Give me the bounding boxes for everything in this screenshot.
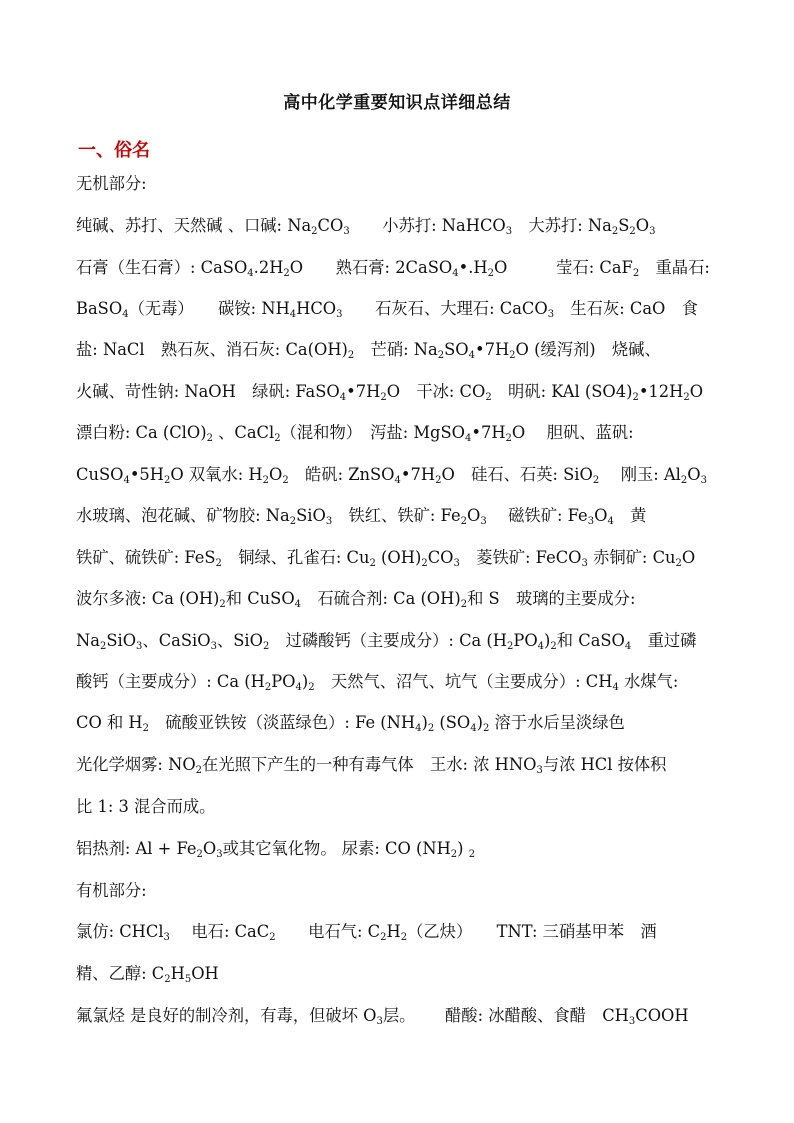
text-line: 波尔多液: Ca $(OH)_2$和 CuSO$_4$ 石硫合剂: Ca $(OH)_2$和 S 玻璃的主要成分: bbox=[76, 589, 636, 610]
text-line: BaSO$_4$（无毒） 碳铵: $NH_4HCO_3$ 石灰石、大理石: CaCO$_3$ 生石灰: CaO 食 bbox=[76, 299, 698, 320]
text-line: 铁矿、硫铁矿: FeS$_2$ 铜绿、孔雀石: $Cu_2$ $(OH)_2CO_3$ 菱铁矿: FeCO$_3$ 赤铜矿: $Cu_2O$ bbox=[76, 548, 696, 569]
text-line: 酸钙（主要成分）: Ca $(H_2PO_4)_2$ 天然气、沼气、坑气（主要成分）: $CH_4$ 水煤气: bbox=[76, 672, 679, 693]
text-line: 火碱、苛性钠: NaOH 绿矾: $FaSO_4•7H_2O$ 干冰: $CO_2$ 明矾: KAl $(SO4)_2•12H_2O$ bbox=[76, 382, 704, 403]
section-heading: 一、俗名 bbox=[78, 140, 150, 161]
text-line: 无机部分: bbox=[76, 174, 147, 193]
text-line: 石膏（生石膏）: $CaSO_4.2H_2O$ 熟石膏: $2CaSO_4•.H_2O$ 莹石: CaF$_2$ 重晶石: bbox=[76, 258, 710, 279]
text-line: 光化学烟雾: $NO_2$在光照下产生的一种有毒气体 王水: 浓 $HNO_3$与浓 HCl 按体积 bbox=[76, 755, 667, 776]
text-line: 水玻璃、泡花碱、矿物胶: $Na_2SiO_3$ 铁红、铁矿: $Fe_2O_3$ 磁铁矿: $Fe_3O_4$ 黄 bbox=[76, 506, 647, 527]
text-line: 纯碱、苏打、天然碱 、口碱: $Na_2CO_3$ 小苏打: NaHCO$_3$ 大苏打: $Na_2S_2O_3$ bbox=[76, 216, 656, 237]
text-line: $Na_2SiO_3$、CaSiO$_3$、SiO$_2$ 过磷酸钙（主要成分）: Ca $(H_2PO_4)_2$和 CaSO$_4$ 重过磷 bbox=[76, 631, 697, 652]
text-line: 漂白粉: Ca $(ClO)_2$ 、CaCl$_2$（混和物） 泻盐: $MgSO_4•7H_2O$ 胆矾、蓝矾: bbox=[76, 423, 634, 444]
text-line: 盐: NaCl 熟石灰、消石灰: $Ca(OH)_2$ 芒硝: $Na_2SO_4•7H_2O$ (缓泻剂) 烧碱、 bbox=[76, 340, 661, 361]
text-line: 精、乙醇: $C_2H_5OH$ bbox=[76, 964, 219, 985]
text-line: 氯仿: CHCl$_3$ 电石: CaC$_2$ 电石气: $C_2H_2$（乙炔） TNT: 三硝基甲苯 酒 bbox=[76, 922, 657, 943]
text-line: $CuSO_4•5H_2O$ 双氧水: $H_2O_2$ 皓矾: $ZnSO_4•7H_2O$ 硅石、石英: SiO$_2$ 刚玉: $Al_2O_3$ bbox=[76, 465, 707, 486]
text-line: 比 1: 3 混合而成。 bbox=[76, 797, 216, 816]
document-title: 高中化学重要知识点详细总结 bbox=[283, 93, 511, 113]
text-line: 铝热剂: $Al + Fe_2O_3$或其它氧化物。 尿素: CO $(NH_2)$ $_2$ bbox=[76, 839, 476, 860]
text-line: CO 和 $H_2$ 硫酸亚铁铵（淡蓝绿色）: Fe $(NH_4)_2$ $(SO_4)_2$ 溶于水后呈淡绿色 bbox=[76, 713, 625, 734]
text-line: 氟氯烃 是良好的制冷剂，有毒，但破坏 $O_3$层。 醋酸: 冰醋酸、食醋 $CH_3COOH$ bbox=[76, 1006, 689, 1027]
text-line: 有机部分: bbox=[76, 881, 147, 900]
